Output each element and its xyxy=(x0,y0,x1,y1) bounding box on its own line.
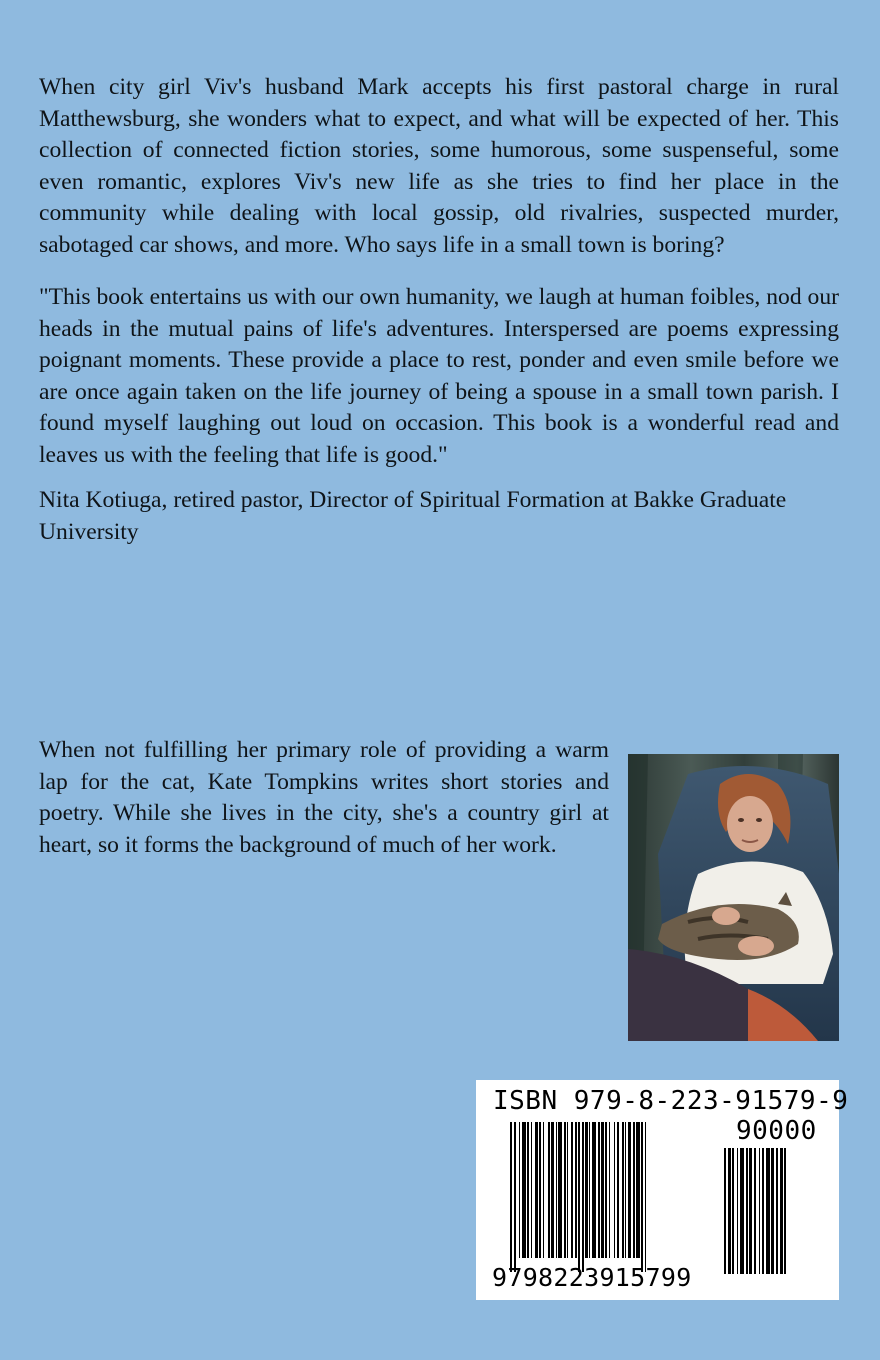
review-quote: "This book entertains us with our own humanity, we laugh at human foibles, nod our heads in the mutual pains of life's adventures. Interspersed are poems expressing poignant moments. These provide a place to rest, ponder and even smile before we are once again taken on the life journey of being a spouse in a small town parish. I found myself laughing out loud on occasion. This book is a wonderful read and leaves us with the feeling that life is good." xyxy=(39,284,839,468)
barcode-bar xyxy=(589,1122,590,1258)
barcode-bar xyxy=(601,1122,604,1258)
review-attribution: Nita Kotiuga, retired pastor, Director of Spiritual Formation at Bakke Graduate University xyxy=(39,487,787,545)
barcode-bar xyxy=(780,1148,783,1274)
barcode-bar xyxy=(585,1122,588,1258)
barcode-bar xyxy=(592,1122,596,1258)
barcode-bar xyxy=(614,1122,615,1258)
barcode-bar xyxy=(558,1122,562,1258)
barcode-bar xyxy=(625,1122,626,1258)
barcode-bar xyxy=(732,1148,734,1274)
barcode-bar xyxy=(571,1122,573,1258)
barcode-bar xyxy=(749,1148,752,1274)
barcode-bar xyxy=(766,1148,770,1274)
author-photo xyxy=(628,754,839,1041)
barcode-bar xyxy=(535,1122,538,1258)
barcode-bar xyxy=(622,1122,624,1258)
barcode-bar xyxy=(578,1122,580,1272)
isbn-label: ISBN 979-8-223-91579-9 xyxy=(493,1086,849,1116)
ean-barcode-bars xyxy=(510,1122,706,1272)
barcode-bar xyxy=(633,1122,635,1258)
barcode-bar xyxy=(754,1148,756,1274)
barcode-bar xyxy=(771,1148,774,1274)
barcode-bar xyxy=(617,1122,619,1258)
barcode-bar xyxy=(762,1148,764,1274)
barcode-bar xyxy=(514,1122,516,1272)
barcode-bar xyxy=(567,1122,568,1258)
barcode-bar xyxy=(784,1148,786,1274)
barcode-bar xyxy=(598,1122,600,1258)
barcode-bar xyxy=(641,1122,643,1272)
isbn-barcode xyxy=(476,1080,849,1300)
barcode-bar xyxy=(636,1122,640,1258)
barcode-bar xyxy=(531,1122,532,1258)
barcode-bar xyxy=(776,1148,778,1274)
barcode-bar xyxy=(539,1122,541,1258)
barcode-bar xyxy=(556,1122,557,1258)
barcode-bar xyxy=(728,1148,731,1274)
barcode-bar xyxy=(724,1148,726,1274)
barcode-bar xyxy=(527,1122,529,1258)
barcode-bar xyxy=(575,1122,577,1258)
barcode-bar xyxy=(543,1122,544,1258)
barcode-bar xyxy=(605,1122,607,1258)
addon-barcode-bars xyxy=(724,1148,824,1288)
author-bio: When not fulfilling her primary role of providing a warm lap for the cat, Kate Tompkins writes short stories and poetry. While she lives in the city, she's a country girl at heart, so it forms the background of much of her work. xyxy=(39,737,609,858)
barcode-bar xyxy=(759,1148,760,1274)
barcode-bar xyxy=(522,1122,526,1258)
barcode-bar xyxy=(746,1148,748,1274)
barcode-bar xyxy=(628,1122,631,1258)
barcode-bar xyxy=(510,1122,512,1272)
barcode-bar xyxy=(737,1148,738,1274)
barcode-bar xyxy=(740,1148,744,1274)
barcode-bar xyxy=(582,1122,584,1272)
ean-digits: 9798223915799 xyxy=(492,1263,692,1292)
barcode-bar xyxy=(564,1122,566,1258)
barcode-bar xyxy=(645,1122,646,1272)
barcode-bar xyxy=(548,1122,550,1258)
barcode-bar xyxy=(519,1122,520,1258)
price-code: 90000 xyxy=(736,1116,817,1146)
barcode-bar xyxy=(609,1122,610,1258)
synopsis-paragraph: When city girl Viv's husband Mark accepts his first pastoral charge in rural Matthewsburg, she wonders what to expect, and what will be expected of her. This collection of connected fiction stories, some humorous, some suspenseful, some even romantic, explores Viv's new life as she tries to find her place in the community while dealing with local gossip, old rivalries, suspected murder, sabotaged car shows, and more. Who says life in a small town is boring? xyxy=(39,74,839,258)
barcode-bar xyxy=(551,1122,554,1258)
